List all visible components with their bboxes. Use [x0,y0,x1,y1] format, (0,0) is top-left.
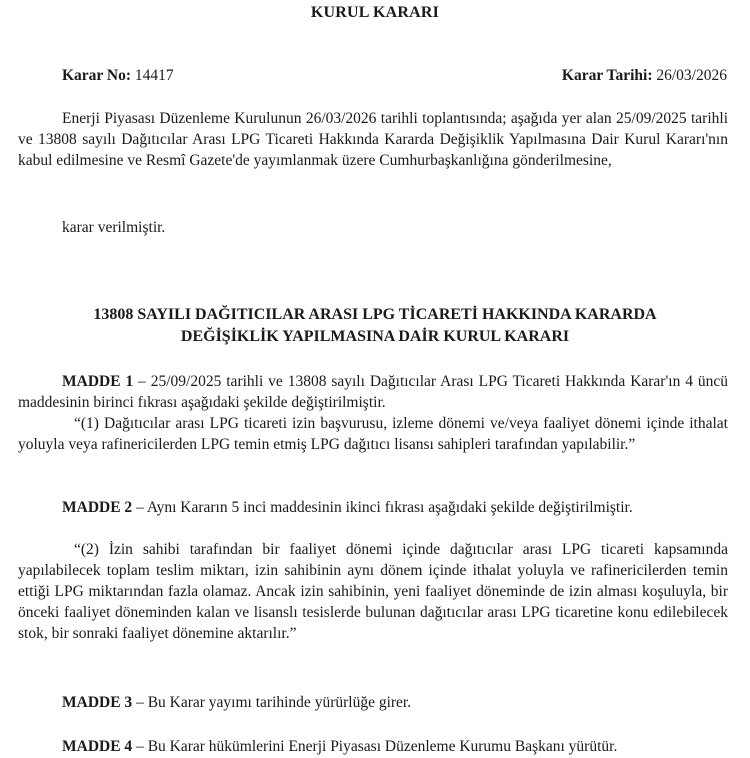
decision-date-value: 26/03/2026 [656,67,727,84]
article-3-label: MADDE 3 [62,694,133,711]
decision-date [562,65,727,86]
article-4-text: – Bu Karar hükümlerini Enerji Piyasası Düzenleme Kurumu Başkanı yürütür. [132,738,618,755]
preamble-paragraph: Enerji Piyasası Düzenleme Kurulunun 26/03/2026 tarihli toplantısında; aşağıda yer alan 25/09/2025 tarihli ve 13808 sayılı Dağıtıcılar Arası LPG Ticareti Hakkında Kararda Değişiklik Yapılmasına Dair Kurul Kararı'nın kabul edilmesine ve Resmî Gazete'de yayımlanmak üzere Cumhurbaşkanlığına gönderilmesine, [18,110,728,169]
article-1 [18,371,728,413]
article-4 [18,736,728,757]
decree-title-line-2: DEĞİŞİKLİK YAPILMASINA DAİR KURUL KARARI [180,328,570,345]
decree-title [0,304,750,348]
article-2-text: – Aynı Kararın 5 inci maddesinin ikinci fıkrası aşağıdaki şekilde değiştirilmiştir. [132,499,633,516]
document-title: KURUL KARARI [310,4,440,21]
decision-number [62,65,174,86]
article-4-label: MADDE 4 [62,738,133,755]
article-2-quote: “(2) İzin sahibi tarafından bir faaliyet dönemi içinde dağıtıcılar arası LPG ticareti kapsamında yapılabilecek toplam teslim miktarı, izin sahibinin aynı dönem içinde ithalat yoluyla ve rafinericilerden temin ettiği LPG miktarından fazla olamaz. Ancak izin sahibinin, yeni faaliyet döneminde de izin alması koşuluyla, bir önceki faaliyet döneminden kalan ve lisanslı tesislerde bulunan dağıtıcılar arası LPG ticaretine konu edilebilecek stok, bir sonraki faaliyet dönemine aktarılır.” [18,541,728,642]
decision-date-label: Karar Tarihi: [561,67,653,84]
article-1-quote: “(1) Dağıtıcılar arası LPG ticareti izin başvurusu, izleme dönemi ve/veya faaliyet dönemi içinde ithalat yoluyla veya rafinericilerden LPG temin etmiş LPG dağıtıcı lisansı sahipleri tarafından yapılabilir.” [18,415,728,453]
article-2 [18,497,728,518]
article-3 [18,692,728,713]
decision-number-label: Karar No: [62,67,132,84]
article-3-text: – Bu Karar yayımı tarihinde yürürlüğe girer. [132,694,412,711]
article-1-text: – 25/09/2025 tarihli ve 13808 sayılı Dağıtıcılar Arası LPG Ticareti Hakkında Karar'ın 4 üncü maddesinin birinci fıkrası aşağıdaki şekilde değiştirilmiştir. [18,373,728,411]
article-2-label: MADDE 2 [62,499,133,516]
preamble-closing: karar verilmiştir. [62,219,166,236]
decision-number-value: 14417 [134,67,174,84]
decree-title-line-1: 13808 SAYILI DAĞITICILAR ARASI LPG TİCARETİ HAKKINDA KARARDA [93,306,657,323]
article-1-label: MADDE 1 [62,373,134,390]
decision-meta-row [62,65,727,86]
